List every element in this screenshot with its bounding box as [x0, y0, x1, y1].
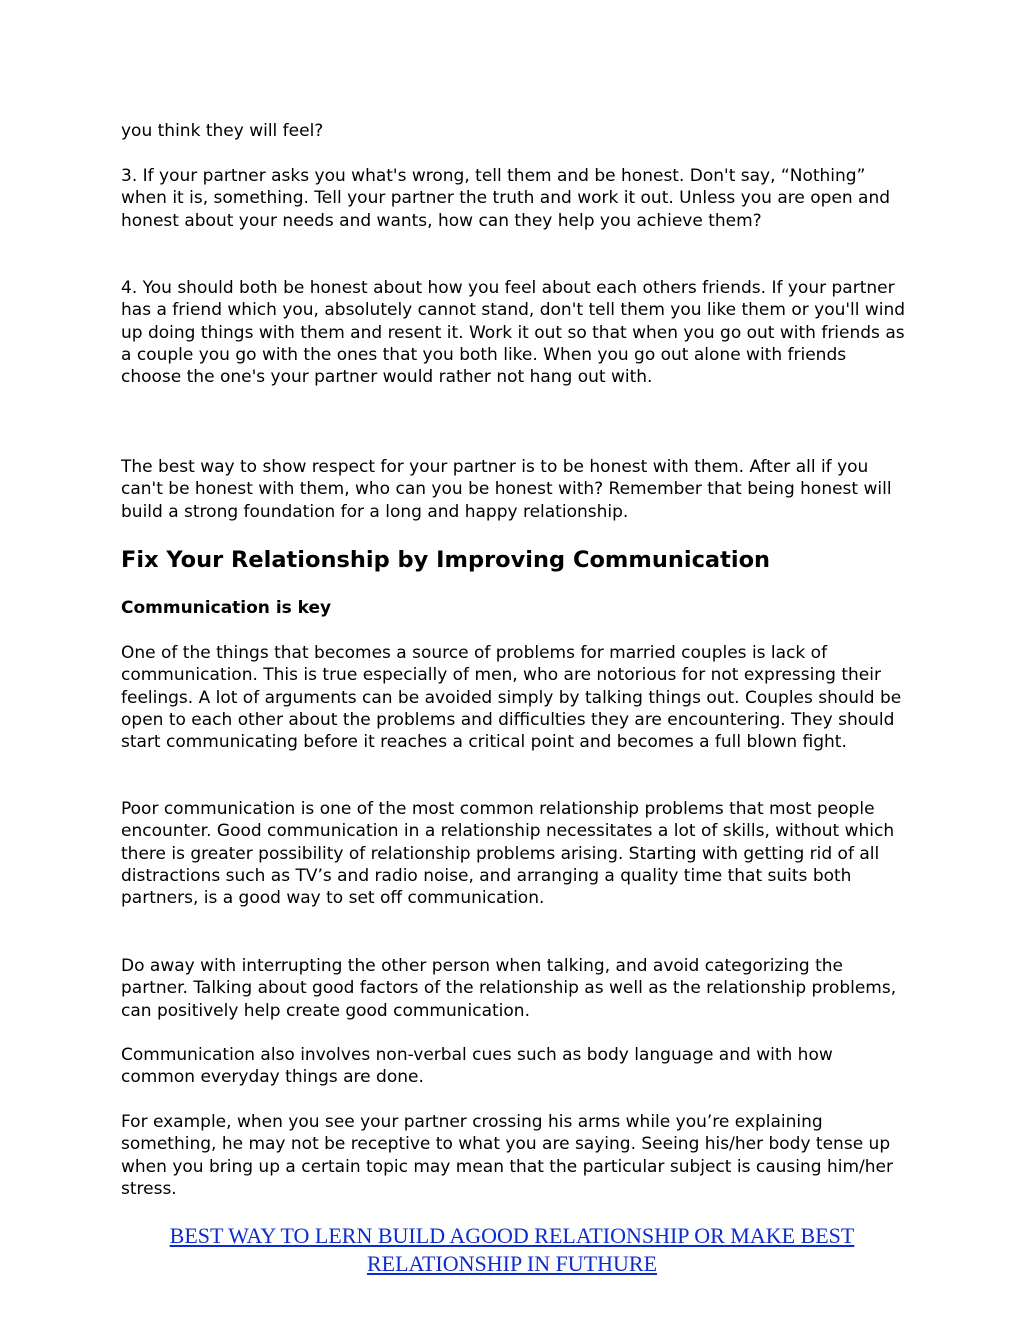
paragraph-tip-4: 4. You should both be honest about how you feel about each others friends. If your partner has a friend which you, absolutely cannot stand, don't tell them you like them or you'll wind up doing things with them and resent it. Work it out so that when you go out with friends as a couple you go with the ones that you both like. When you go out alone with friends choose the one's your partner would rather not hang out with. [121, 278, 906, 388]
footer-link-line-2: RELATIONSHIP IN FUTHURE [366, 1251, 658, 1276]
paragraph-communication-1: One of the things that becomes a source of problems for married couples is lack of communication. This is true especially of men, who are notorious for not expressing their feelings. A lot of arguments can be avoided simply by talking things out. Couples should be open to each other about the problems and difficulties they are encountering. They should start communicating before it reaches a critical point and becomes a full blown fight. [121, 643, 902, 753]
paragraph-communication-4: Communication also involves non-verbal cues such as body language and with how common everyday things are done. [121, 1045, 833, 1088]
paragraph-honesty-summary: The best way to show respect for your partner is to be honest with them. After all if you can't be honest with them, who can you be honest with? Remember that being honest will build a strong foundation for a long and happy relationship. [121, 457, 892, 522]
paragraph-tip-3: 3. If your partner asks you what's wrong, tell them and be honest. Don't say, “Nothing” when it is, something. Tell your partner the truth and work it out. Unless you are open and honest about your needs and wants, how can they help you achieve them? [121, 166, 891, 231]
paragraph-communication-5: For example, when you see your partner crossing his arms while you’re explaining something, he may not be receptive to what you are saying. Seeing his/her body tense up when you bring up a certain topic may mean that the particular subject is causing him/her stress. [121, 1112, 893, 1199]
paragraph-communication-2: Poor communication is one of the most common relationship problems that most people encounter. Good communication in a relationship necessitates a lot of skills, without which there is greater possibility of relationship problems arising. Starting with getting rid of all distractions such as TV’s and radio noise, and arranging a quality time that suits both partners, is a good way to set off communication. [121, 799, 895, 909]
section-heading: Fix Your Relationship by Improving Communication [121, 547, 771, 573]
footer-link-line-1: BEST WAY TO LERN BUILD AGOOD RELATIONSHIP OR MAKE BEST [169, 1223, 855, 1248]
paragraph-continuation: you think they will feel? [121, 121, 324, 141]
section-subheading: Communication is key [121, 598, 332, 618]
footer-link-block [0, 1222, 1024, 1278]
footer-link[interactable] [170, 1223, 855, 1276]
paragraph-communication-3: Do away with interrupting the other person when talking, and avoid categorizing the partner. Talking about good factors of the relationship as well as the relationship problems, can positively help create good communication. [121, 956, 897, 1021]
